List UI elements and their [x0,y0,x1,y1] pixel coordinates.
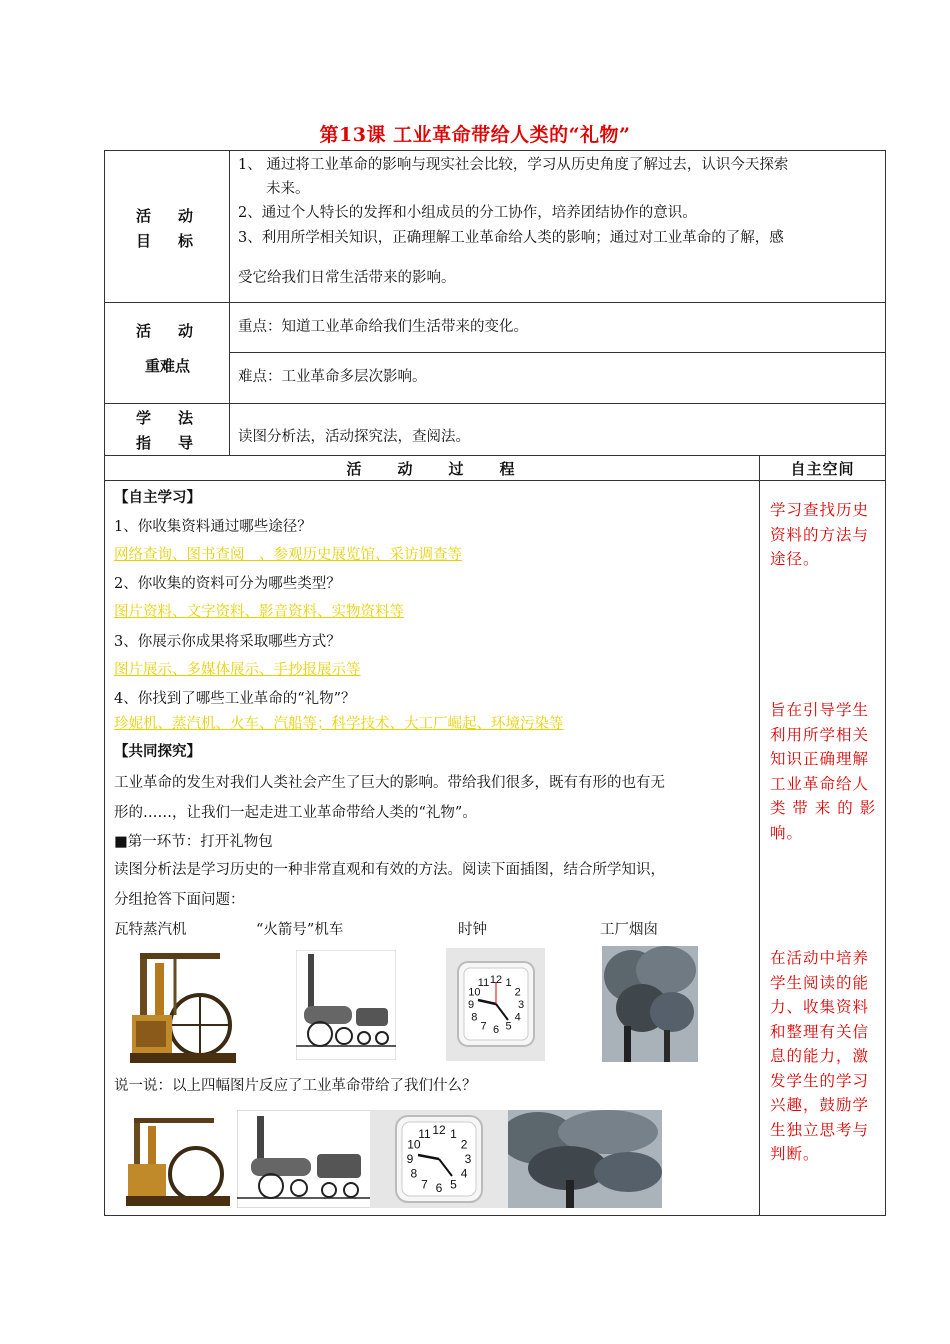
clock-numeral: 7 [421,1177,428,1192]
answer-4: 珍妮机、蒸汽机、火车、汽船等；科学技术、大工厂崛起、环境污染等 [114,716,564,732]
page-title: 第13课 工业革命带给人类的“礼物” [319,124,631,146]
clock-numeral: 1 [450,1127,457,1142]
method-label-2: 指 导 [135,434,199,452]
question-1: 1、你收集资料通过哪些途径？ [114,519,312,535]
clock-numeral: 12 [432,1123,446,1138]
caption-factory-chimney: 工厂烟囱 [600,922,658,938]
clock-numeral: 11 [418,1127,431,1142]
clock-numeral: 5 [450,1177,457,1192]
explore-para-1: 工业革命的发生对我们人类社会产生了巨大的影响。带给我们很多，既有有形的也有无 [114,775,665,791]
answer-3: 图片展示、多媒体展示、手抄报展示等 [114,662,361,678]
space-header: 自主空间 [790,460,855,478]
clock-numeral: 7 [480,1020,487,1033]
goals-label-1: 活 动 [135,207,199,225]
clock-numeral: 4 [460,1166,468,1181]
factory-chimney-image-2 [508,1110,662,1208]
key-label-1: 活 动 [135,322,199,340]
clock-image-2 [370,1110,508,1208]
goal-line: 1、 通过将工业革命的影响与现实社会比较，学习从历史角度了解过去，认识今天探索 [238,157,789,173]
clock-numeral: 5 [505,1020,512,1033]
clock-numeral: 3 [517,998,525,1011]
clock-numeral: 6 [435,1181,443,1196]
clock-numeral: 11 [477,977,490,990]
goal-line: 受它给我们日常生活带来的影响。 [238,270,456,286]
clock-numeral: 10 [407,1137,421,1152]
method-label-1: 学 法 [135,409,199,427]
question-2: 2、你收集的资料可分为哪些类型？ [114,576,341,592]
question-4: 4、你找到了哪些工业革命的“礼物”？ [114,691,356,707]
clock-numeral: 10 [468,986,481,999]
goals-label-2: 目 标 [135,232,199,250]
goal-line: 2、通过个人特长的发挥和小组成员的分工协作，培养团结协作的意识。 [238,205,697,221]
clock-numeral: 9 [467,998,475,1011]
steam-engine-image-2 [126,1106,230,1206]
clock-numeral: 1 [505,977,512,990]
method-text: 读图分析法，活动探究法，查阅法。 [238,429,470,445]
side-note-2: 旨在引导学生 利用所学相关 知识正确理解 工业革命给人 类 带 来 的 影 响。 [770,701,877,842]
clock-numeral: 8 [410,1166,418,1181]
side-note-3: 在活动中培养 学生阅读的能 力、收集资料 和整理有关信 息的能力，激 发学生的学习 兴趣，鼓励学 生独立思考与 判断。 [770,949,870,1163]
caption-steam-engine: 瓦特蒸汽机 [114,922,187,938]
steam-engine-image [130,945,236,1063]
factory-chimney-image [602,946,698,1062]
clock-numeral: 2 [460,1137,468,1152]
goal-line: 3、利用所学相关知识，正确理解工业革命给人类的影响；通过对工业革命的了解，感 [238,230,784,246]
explore-para-2: 形的……，让我们一起走进工业革命带给人类的“礼物”。 [114,805,477,821]
clock-numeral: 3 [464,1152,472,1167]
clock-numeral: 2 [514,986,521,999]
rocket-locomotive-image-2 [237,1110,373,1208]
discussion-prompt: 说一说：以上四幅图片反应了工业革命带给了我们什么？ [114,1078,477,1094]
question-3: 3、你展示你成果将采取哪些方式？ [114,634,341,650]
step-1-heading: ■第一环节：打开礼物包 [114,834,273,850]
step-1-para-1: 读图分析法是学习历史的一种非常直观和有效的方法。阅读下面插图，结合所学知识， [114,862,665,878]
clock-numeral: 9 [406,1152,414,1167]
clock-numeral: 12 [489,973,503,986]
process-header: 活 动 过 程 [346,460,517,478]
rocket-locomotive-image [296,950,396,1060]
goal-line: 未来。 [266,181,310,197]
self-study-title: 【自主学习】 [114,489,201,506]
clock-image [446,948,545,1061]
caption-clock: 时钟 [458,922,487,938]
explore-title: 【共同探究】 [114,743,201,760]
clock-numeral: 6 [492,1023,500,1036]
difficult-point: 难点：工业革命多层次影响。 [238,369,427,385]
key-point: 重点：知道工业革命给我们生活带来的变化。 [238,319,528,335]
key-label-2: 重难点 [144,357,190,375]
caption-rocket-locomotive: “火箭号”机车 [256,922,344,938]
answer-2: 图片资料、文字资料、影音资料、实物资料等 [114,604,404,620]
answer-1: 网络查询、图书查阅 、参观历史展览馆、采访调查等 [114,547,462,563]
clock-numeral: 4 [514,1011,521,1024]
side-note-1: 学习查找历史 资料的方法与 途径。 [770,501,870,568]
clock-numeral: 8 [471,1011,478,1024]
step-1-para-2: 分组抢答下面问题： [114,892,245,908]
